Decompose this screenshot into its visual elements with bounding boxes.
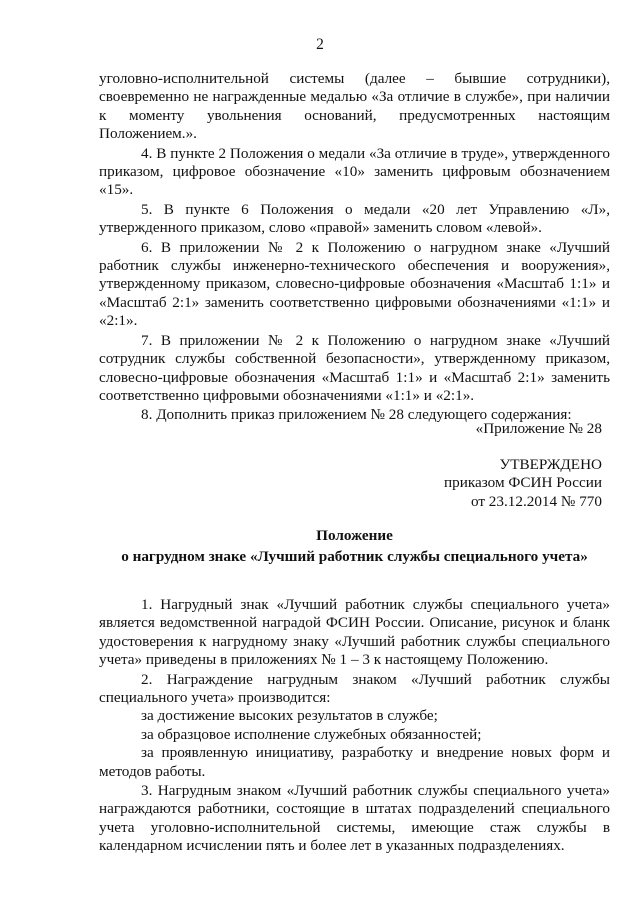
- order-amendments: [99, 70, 610, 425]
- section-1: 1. Нагрудный знак «Лучший работник службы специального учета» является ведомственной наградой ФСИН России. Описание, рисунок и бланк удостоверения к нагрудному знаку «Лучший работник службы специального учета» приведены в приложениях № 1 – 3 к настоящему Положению.: [99, 596, 610, 669]
- section-3: 3. Нагрудным знаком «Лучший работник службы специального учета» награждаются работники, состоящие в штатах подразделений специального учета уголовно-исполнительной системы, имеющие стаж службы в календарном исчислении пять и более лет в указанных подразделениях.: [99, 782, 610, 855]
- appendix-label: «Приложение № 28: [475, 420, 602, 437]
- approval-date: от 23.12.2014 № 770: [470, 492, 602, 510]
- paragraph-item-7: 7. В приложении № 2 к Положению о нагрудном знаке «Лучший сотрудник службы собственной безопасности», утвержденному приказом, словесно-цифровые обозначения «Масштаб 1:1» и «Масштаб 2:1» заменить соответственно цифровыми обозначениями «1:1» и «2:1».: [99, 331, 610, 404]
- paragraph-item-4: 4. В пункте 2 Положения о медали «За отличие в труде», утвержденного приказом, цифровое обозначение «10» заменить цифровым обозначением «15».: [99, 144, 610, 199]
- section-2-item-c: за проявленную инициативу, разработку и внедрение новых форм и методов работы.: [99, 744, 610, 780]
- paragraph-item-6: 6. В приложении № 2 к Положению о нагрудном знаке «Лучший работник службы инженерно-технического обеспечения и вооружения», утвержденному приказом, словесно-цифровые обозначения «Масштаб 1:1» и «Масштаб 2:1» заменить соответственно цифровыми обозначениями «1:1» и «2:1».: [99, 238, 610, 330]
- title-line-2: о нагрудном знаке «Лучший работник службы специального учета»: [121, 548, 588, 566]
- document-title: [99, 527, 610, 567]
- section-2-item-b: за образцовое исполнение служебных обязанностей;: [141, 725, 482, 743]
- section-2-item-a: за достижение высоких результатов в службе;: [141, 707, 438, 725]
- approval-heading: УТВЕРЖДЕНО: [499, 456, 602, 473]
- paragraph-item-5: 5. В пункте 6 Положения о медали «20 лет Управлению «Л», утвержденного приказом, слово «правой» заменить словом «левой».: [99, 200, 610, 237]
- approval-block: [444, 456, 602, 511]
- paragraph-continuation: уголовно-исполнительной системы (далее – бывшие сотрудники), своевременно не награжденные медалью «За отличие в службе», при наличии к моменту увольнения оснований, предусмотренных настоящим Положением.».: [99, 70, 610, 143]
- title-line-1: Положение: [316, 527, 393, 544]
- section-2: 2. Награждение нагрудным знаком «Лучший работник службы специального учета» производится:: [99, 670, 610, 707]
- regulation-sections: [99, 596, 610, 856]
- approval-order: приказом ФСИН России: [444, 474, 602, 492]
- paragraph-item-8: 8. Дополнить приказ приложением № 28 следующего содержания:: [141, 406, 572, 424]
- page-number: 2: [316, 36, 324, 53]
